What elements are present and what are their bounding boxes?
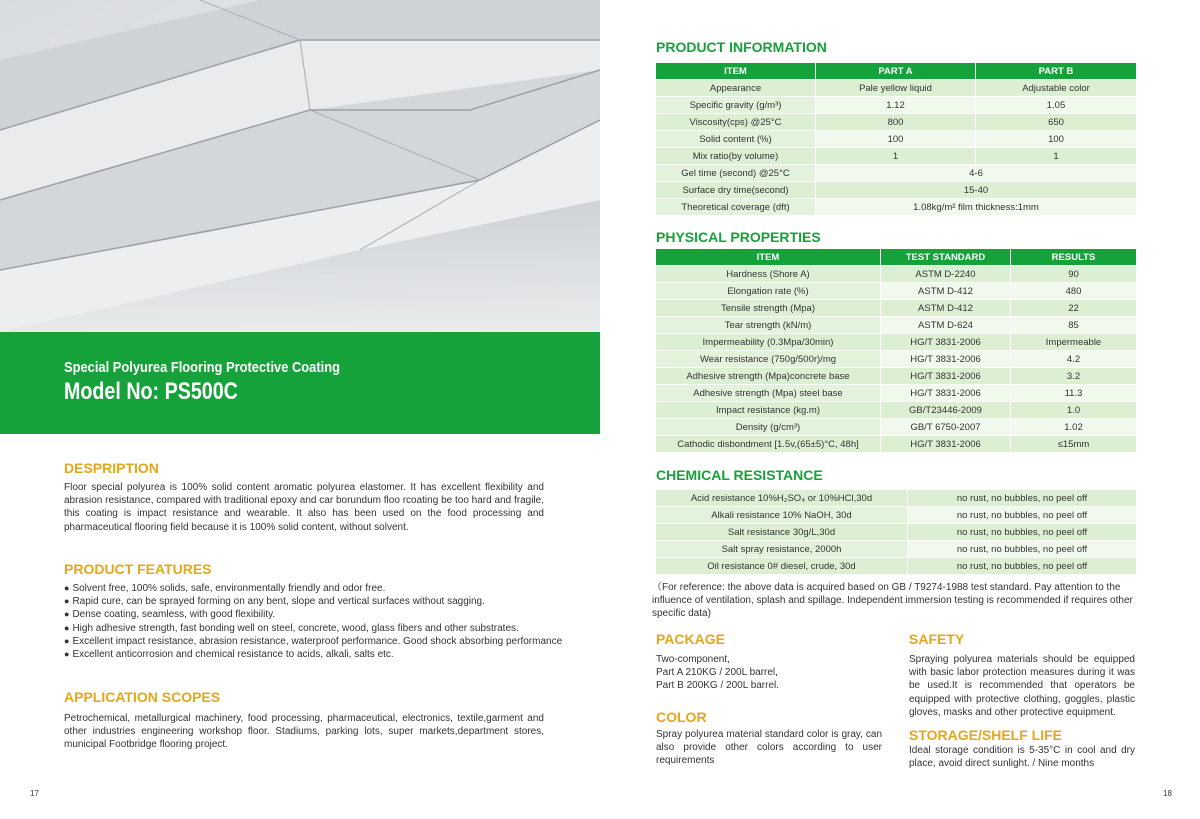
- table-row: [656, 490, 1137, 507]
- table-cell: Acid resistance 10%H₂SO₄ or 10%HCl,30d: [656, 490, 908, 507]
- table-cell: HG/T 3831-2006: [881, 334, 1011, 351]
- table-cell: Theoretical coverage (dft): [656, 199, 816, 216]
- table-cell: 100: [816, 131, 976, 148]
- table-row: [656, 334, 1137, 351]
- table-cell: 1.0: [1011, 402, 1137, 419]
- table-cell: Impermeability (0.3Mpa/30min): [656, 334, 881, 351]
- table-cell: Tensile strength (Mpa): [656, 300, 881, 317]
- table-row: [656, 541, 1137, 558]
- table-cell: 15-40: [816, 182, 1137, 199]
- application-text: Petrochemical, metallurgical machinery, food processing, pharmaceutical, electronics, textile,garment and other industries engineering workshop floor. Stadiums, parking lots, super markets,department stores, municipal Footbridge flooring project.: [64, 713, 544, 751]
- table-cell: 85: [1011, 317, 1137, 334]
- table-row: [656, 524, 1137, 541]
- table-cell: GB/T23446-2009: [881, 402, 1011, 419]
- table-cell: Mix ratio(by volume): [656, 148, 816, 165]
- table-cell: ASTM D-412: [881, 283, 1011, 300]
- table-cell: Oil resistance 0# diesel, crude, 30d: [656, 558, 908, 575]
- table-row: [656, 558, 1137, 575]
- table-cell: ASTM D-624: [881, 317, 1011, 334]
- list-item: ● Dense coating, seamless, with good flexibility.: [64, 608, 564, 621]
- table-header: ITEM: [656, 249, 881, 266]
- description-text: Floor special polyurea is 100% solid content aromatic polyurea elastomer. It has excellent flexibility and abrasion resistance, compared with traditional epoxy and car borundum floo rcoating be too hard and fragile, this coating is impact resistance and wearable. It also has been used on the food processing and pharmaceutical flooring field because it is 100% solid content, without solvent.: [64, 482, 544, 533]
- table-cell: 90: [1011, 266, 1137, 283]
- table-cell: Specific gravity (g/m³): [656, 97, 816, 114]
- table-cell: Gel time (second) @25°C: [656, 165, 816, 182]
- table-cell: 650: [976, 114, 1137, 131]
- table-header: ITEM: [656, 63, 816, 80]
- table-row: [656, 419, 1137, 436]
- chemical-heading: CHEMICAL RESISTANCE: [656, 467, 823, 483]
- table-cell: 1.12: [816, 97, 976, 114]
- table-cell: HG/T 3831-2006: [881, 385, 1011, 402]
- physical-table: [655, 248, 1137, 453]
- table-cell: Adhesive strength (Mpa) steel base: [656, 385, 881, 402]
- color-text: Spray polyurea material standard color is gray, can also provide other colors according to user requirements: [656, 729, 882, 767]
- table-cell: Elongation rate (%): [656, 283, 881, 300]
- table-cell: Appearance: [656, 80, 816, 97]
- package-line: Part A 210KG / 200L barrel,: [656, 667, 778, 679]
- chemical-note: （For reference: the above data is acquired based on GB / T9274-1988 test standard. Pay attention to the influence of ventilation, splash and spillage. Independent immersion testing is recommended if requires other specific data): [652, 582, 1133, 620]
- list-item: ● Solvent free, 100% solids, safe, environmentally friendly and odor free.: [64, 582, 564, 595]
- table-cell: no rust, no bubbles, no peel off: [908, 541, 1137, 558]
- table-cell: 800: [816, 114, 976, 131]
- product-info-heading: PRODUCT INFORMATION: [656, 39, 827, 55]
- table-cell: no rust, no bubbles, no peel off: [908, 507, 1137, 524]
- table-cell: ASTM D-412: [881, 300, 1011, 317]
- table-row: [656, 351, 1137, 368]
- stairs-photo: [0, 0, 600, 332]
- table-row: [656, 266, 1137, 283]
- table-cell: 1: [816, 148, 976, 165]
- table-cell: 1.05: [976, 97, 1137, 114]
- table-header: RESULTS: [1011, 249, 1137, 266]
- table-cell: 1.08kg/m² film thickness:1mm: [816, 199, 1137, 216]
- table-header: PART A: [816, 63, 976, 80]
- safety-text: Spraying polyurea materials should be equipped with basic labor protection measures during it was be used.It is recommended that operators be equipped with protective clothing, goggles, plastic gloves, masks and other protective equipment.: [909, 654, 1135, 718]
- table-cell: Viscosity(cps) @25°C: [656, 114, 816, 131]
- table-cell: HG/T 3831-2006: [881, 368, 1011, 385]
- storage-text: Ideal storage condition is 5-35°C in cool and dry place, avoid direct sunlight. / Nine months: [909, 745, 1135, 770]
- table-cell: Adhesive strength (Mpa)concrete base: [656, 368, 881, 385]
- table-header: PART B: [976, 63, 1137, 80]
- package-heading: PACKAGE: [656, 631, 725, 647]
- table-cell: Salt resistance 30g/L,30d: [656, 524, 908, 541]
- table-cell: Alkali resistance 10% NaOH, 30d: [656, 507, 908, 524]
- table-row: [656, 199, 1137, 216]
- table-cell: Surface dry time(second): [656, 182, 816, 199]
- table-cell: Density (g/cm³): [656, 419, 881, 436]
- table-cell: no rust, no bubbles, no peel off: [908, 524, 1137, 541]
- package-line: Two-component,: [656, 654, 730, 665]
- color-heading: COLOR: [656, 709, 707, 725]
- title-banner: [0, 332, 600, 434]
- chemical-table: [655, 489, 1137, 575]
- product-info-table: [655, 62, 1137, 216]
- physical-heading: PHYSICAL PROPERTIES: [656, 229, 821, 245]
- table-row: [656, 507, 1137, 524]
- table-row: [656, 436, 1137, 453]
- table-row: [656, 385, 1137, 402]
- table-cell: HG/T 3831-2006: [881, 351, 1011, 368]
- storage-heading: STORAGE/SHELF LIFE: [909, 727, 1062, 743]
- table-row: [656, 402, 1137, 419]
- table-cell: 1: [976, 148, 1137, 165]
- list-item: ● High adhesive strength, fast bonding well on steel, concrete, wood, glass fibers and other substrates.: [64, 622, 564, 635]
- table-row: [656, 300, 1137, 317]
- table-cell: Tear strength (kN/m): [656, 317, 881, 334]
- list-item: ● Excellent impact resistance, abrasion resistance, waterproof performance. Good shock absorbing performance: [64, 635, 564, 648]
- table-cell: 1.02: [1011, 419, 1137, 436]
- table-row: [656, 368, 1137, 385]
- table-row: [656, 114, 1137, 131]
- table-cell: 480: [1011, 283, 1137, 300]
- table-cell: Cathodic disbondment [1.5v,(65±5)°C, 48h]: [656, 436, 881, 453]
- package-line: Part B 200KG / 200L barrel.: [656, 680, 780, 692]
- table-cell: Impact resistance (kg.m): [656, 402, 881, 419]
- table-row: [656, 182, 1137, 199]
- table-cell: 3.2: [1011, 368, 1137, 385]
- table-cell: 100: [976, 131, 1137, 148]
- table-row: [656, 97, 1137, 114]
- table-cell: Wear resistance (750g/500r)/mg: [656, 351, 881, 368]
- table-cell: GB/T 6750-2007: [881, 419, 1011, 436]
- table-row: [656, 80, 1137, 97]
- table-cell: Adjustable color: [976, 80, 1137, 97]
- page-number-left: 17: [30, 789, 39, 798]
- list-item: ● Excellent anticorrosion and chemical resistance to acids, alkali, salts etc.: [64, 648, 564, 661]
- package-text: [656, 653, 876, 693]
- table-cell: ≤15mm: [1011, 436, 1137, 453]
- table-cell: HG/T 3831-2006: [881, 436, 1011, 453]
- banner-model-number: Model No: PS500C: [64, 378, 238, 405]
- table-row: [656, 317, 1137, 334]
- table-cell: 11.3: [1011, 385, 1137, 402]
- table-cell: ASTM D-2240: [881, 266, 1011, 283]
- table-cell: 4.2: [1011, 351, 1137, 368]
- table-cell: Salt spray resistance, 2000h: [656, 541, 908, 558]
- list-item: ● Rapid cure, can be sprayed forming on any bent, slope and vertical surfaces without sagging.: [64, 595, 564, 608]
- table-cell: no rust, no bubbles, no peel off: [908, 490, 1137, 507]
- features-list: [64, 582, 564, 661]
- page-number-right: 18: [1163, 789, 1172, 798]
- table-cell: no rust, no bubbles, no peel off: [908, 558, 1137, 575]
- banner-subtitle: Special Polyurea Flooring Protective Coating: [64, 359, 340, 376]
- table-cell: 4-6: [816, 165, 1137, 182]
- table-row: [656, 148, 1137, 165]
- description-heading: DESPRIPTION: [64, 460, 159, 476]
- table-row: [656, 131, 1137, 148]
- safety-heading: SAFETY: [909, 631, 965, 647]
- application-heading: APPLICATION SCOPES: [64, 689, 221, 705]
- table-header: TEST STANDARD: [881, 249, 1011, 266]
- table-cell: 22: [1011, 300, 1137, 317]
- table-cell: Pale yellow liquid: [816, 80, 976, 97]
- table-row: [656, 283, 1137, 300]
- table-row: [656, 165, 1137, 182]
- table-cell: Impermeable: [1011, 334, 1137, 351]
- features-heading: PRODUCT FEATURES: [64, 561, 212, 577]
- table-cell: Hardness (Shore A): [656, 266, 881, 283]
- table-cell: Solid content (%): [656, 131, 816, 148]
